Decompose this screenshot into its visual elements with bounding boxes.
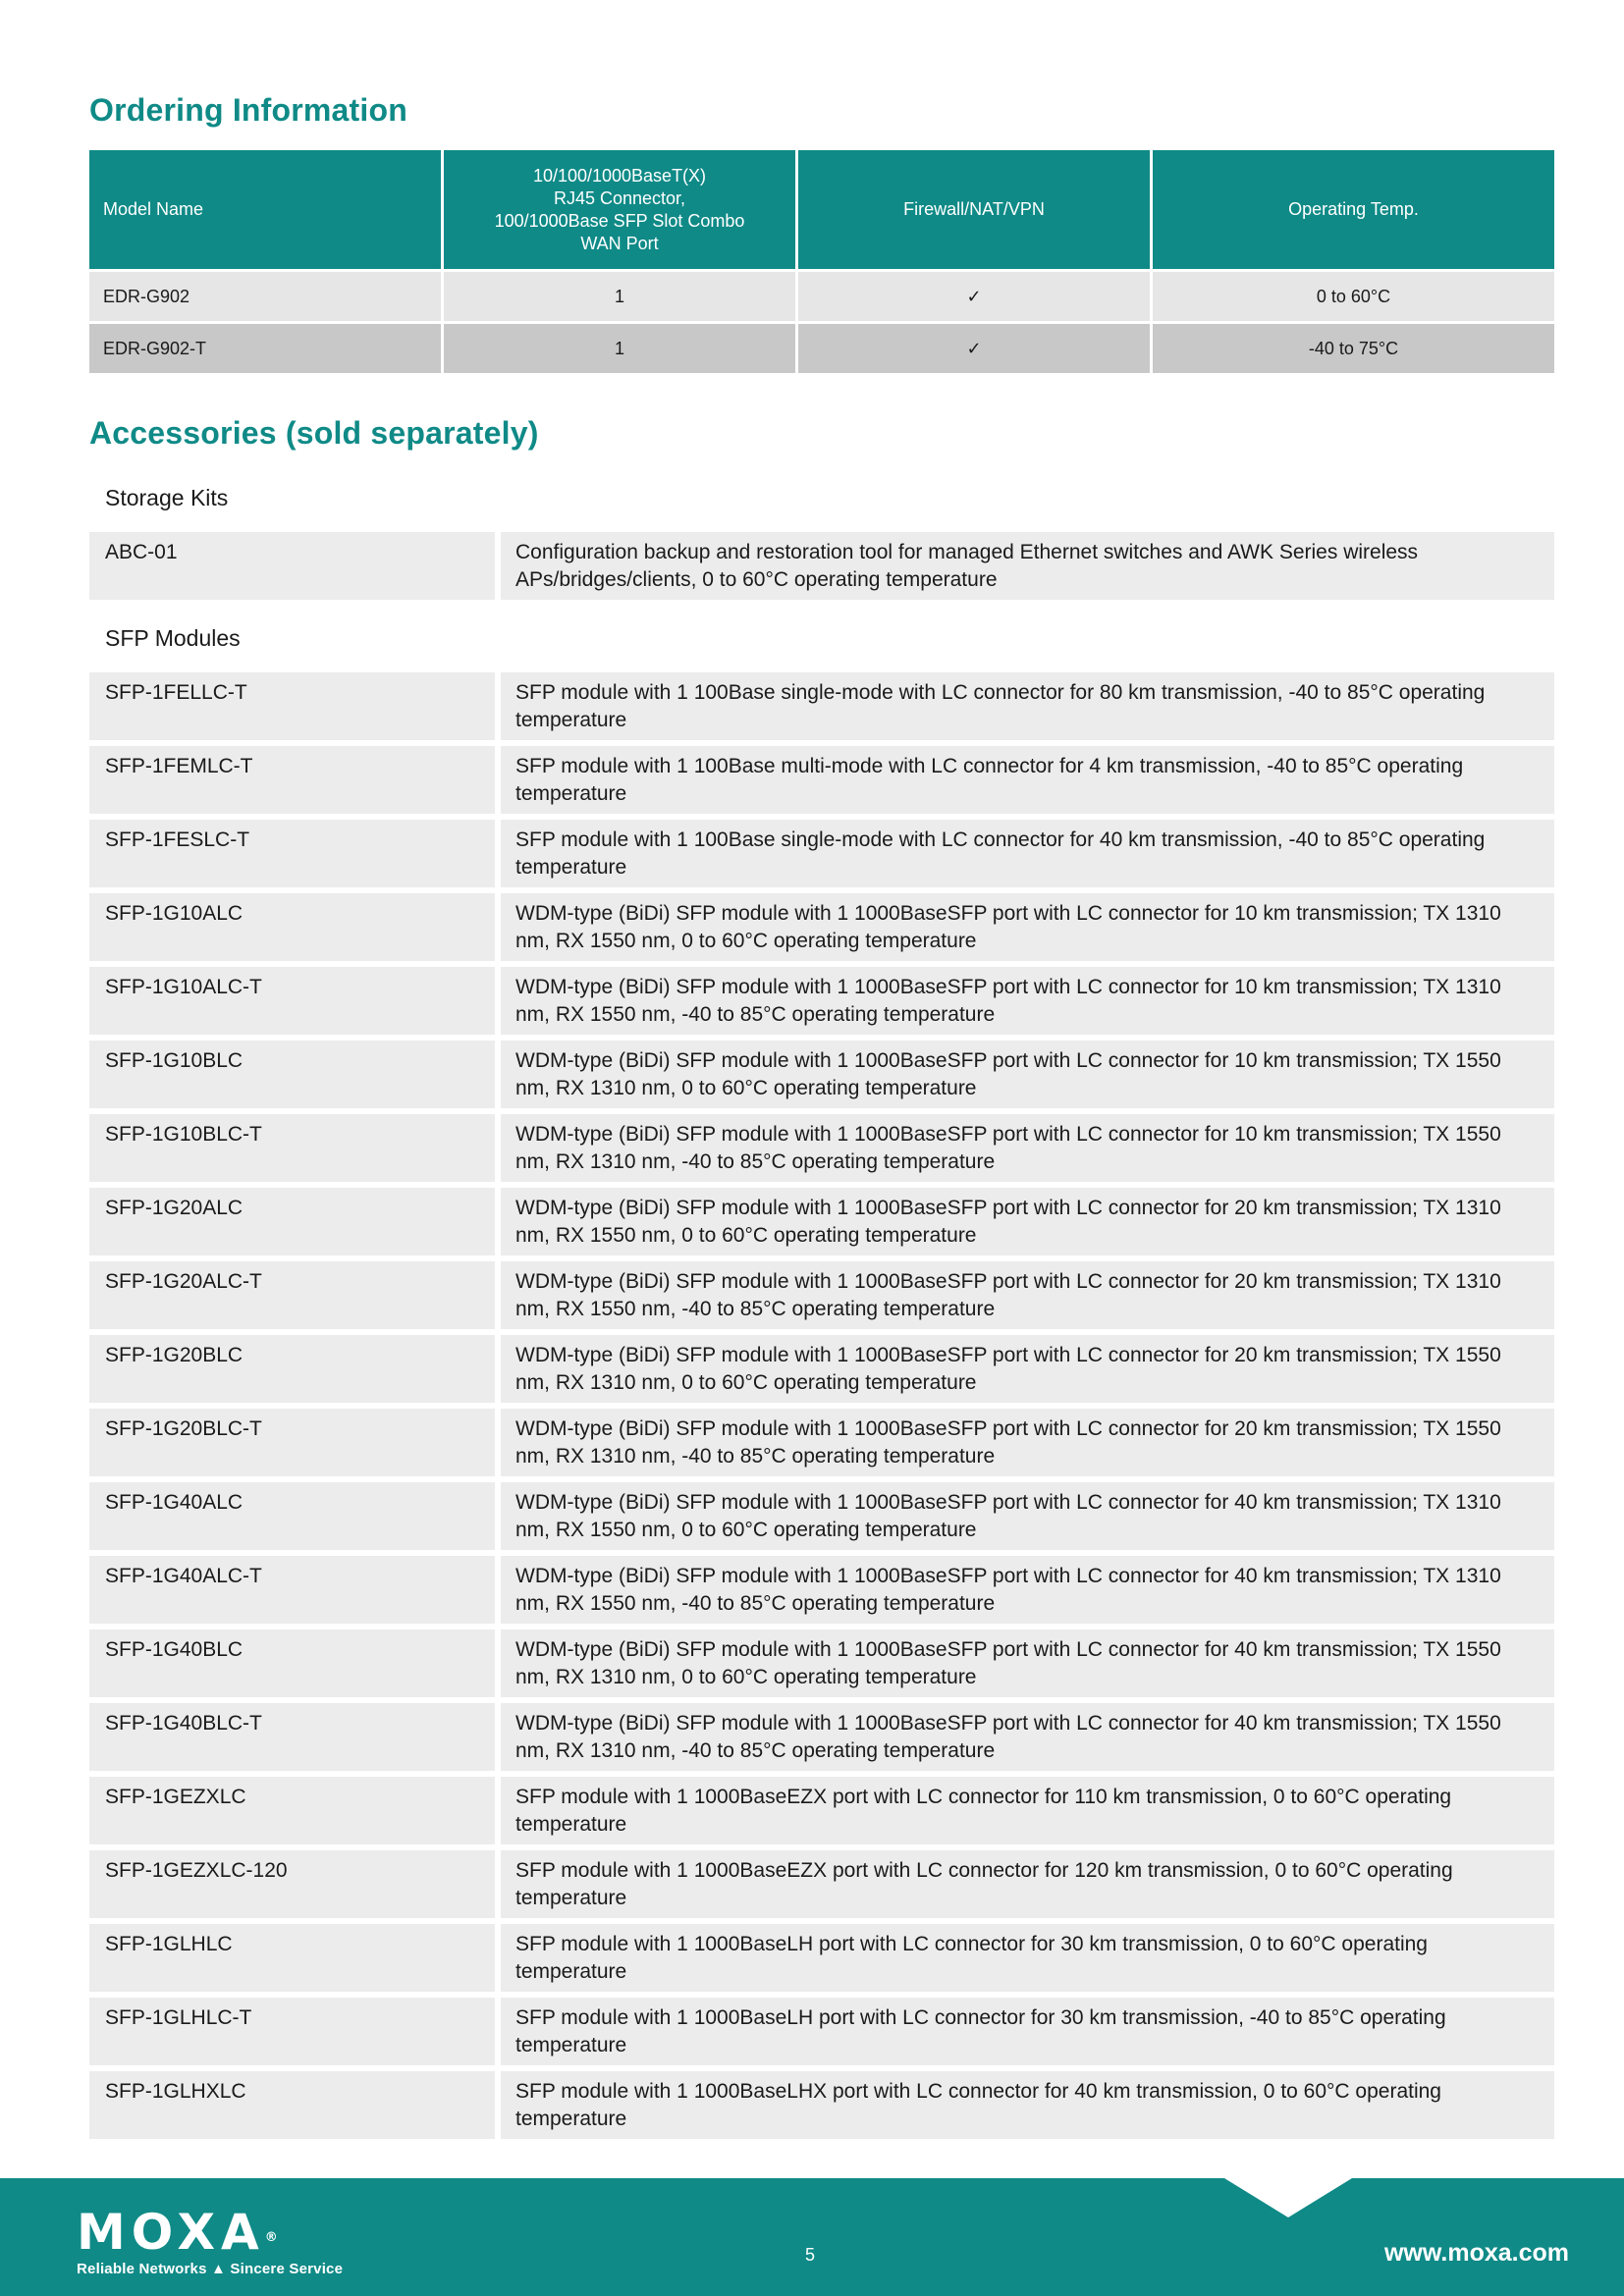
header-model-name xyxy=(89,150,444,269)
header-line: 100/1000Base SFP Slot Combo xyxy=(494,210,745,231)
accessory-description: SFP module with 1 100Base single-mode with LC connector for 40 km transmission, -40 to 85°C operating temperature xyxy=(501,820,1554,887)
cell-model-name: EDR-G902-T xyxy=(89,321,444,373)
list-item xyxy=(89,1556,1554,1624)
sfp-modules-label: SFP Modules xyxy=(105,625,241,651)
accessory-model: SFP-1GEZXLC-120 xyxy=(89,1850,495,1918)
accessory-model: SFP-1G10ALC xyxy=(89,893,495,961)
accessory-description: SFP module with 1 1000BaseLHX port with LC connector for 40 km transmission, 0 to 60°C operating temperature xyxy=(501,2071,1554,2139)
cell-operating-temp: 0 to 60°C xyxy=(1153,269,1554,321)
accessory-model: SFP-1G40ALC-T xyxy=(89,1556,495,1624)
cell-operating-temp: -40 to 75°C xyxy=(1153,321,1554,373)
sfp-modules-list xyxy=(89,672,1554,2145)
accessory-model: SFP-1FESLC-T xyxy=(89,820,495,887)
list-item xyxy=(89,1777,1554,1844)
accessory-model: SFP-1G40BLC xyxy=(89,1629,495,1697)
list-item xyxy=(89,2071,1554,2139)
accessory-description: WDM-type (BiDi) SFP module with 1 1000BaseSFP port with LC connector for 40 km transmission; TX 1310 nm, RX 1550 nm, 0 to 60°C operating temperature xyxy=(501,1482,1554,1550)
accessory-model: SFP-1GEZXLC xyxy=(89,1777,495,1844)
header-line: Model Name xyxy=(103,199,204,219)
accessory-model: SFP-1G40ALC xyxy=(89,1482,495,1550)
accessory-model: SFP-1G20ALC-T xyxy=(89,1261,495,1329)
accessory-model: SFP-1FEMLC-T xyxy=(89,746,495,814)
storage-kits-label: Storage Kits xyxy=(105,485,229,510)
footer-notch xyxy=(1224,2178,1352,2217)
accessory-model: SFP-1G20ALC xyxy=(89,1188,495,1255)
accessory-description: WDM-type (BiDi) SFP module with 1 1000BaseSFP port with LC connector for 20 km transmission; TX 1310 nm, RX 1550 nm, 0 to 60°C operating temperature xyxy=(501,1188,1554,1255)
header-line: WAN Port xyxy=(580,233,659,253)
logo-wordmark xyxy=(77,2204,343,2261)
storage-kits-list xyxy=(89,532,1554,606)
accessory-description: SFP module with 1 1000BaseLH port with LC connector for 30 km transmission, 0 to 60°C operating temperature xyxy=(501,1924,1554,1992)
website-link[interactable]: www.moxa.com xyxy=(1383,2239,1569,2267)
accessory-model: SFP-1G10BLC xyxy=(89,1041,495,1108)
accessory-model: SFP-1G20BLC xyxy=(89,1335,495,1403)
list-item xyxy=(89,532,1554,600)
accessory-description: WDM-type (BiDi) SFP module with 1 1000BaseSFP port with LC connector for 10 km transmission; TX 1550 nm, RX 1310 nm, -40 to 85°C operating temperature xyxy=(501,1114,1554,1182)
accessory-description: SFP module with 1 1000BaseEZX port with LC connector for 110 km transmission, 0 to 60°C operating temperature xyxy=(501,1777,1554,1844)
logo-text: MOXA xyxy=(77,2204,265,2261)
cell-firewall: ✓ xyxy=(798,321,1153,373)
list-item xyxy=(89,1188,1554,1255)
table-row xyxy=(89,321,1554,373)
cell-wan-port: 1 xyxy=(444,269,798,321)
accessory-model: ABC-01 xyxy=(89,532,495,600)
list-item xyxy=(89,1998,1554,2065)
moxa-logo xyxy=(77,2204,344,2277)
accessory-description: WDM-type (BiDi) SFP module with 1 1000BaseSFP port with LC connector for 10 km transmission; TX 1310 nm, RX 1550 nm, -40 to 85°C operating temperature xyxy=(501,967,1554,1035)
page-number: 5 xyxy=(805,2245,816,2265)
list-item xyxy=(89,1482,1554,1550)
cell-model-name: EDR-G902 xyxy=(89,269,444,321)
list-item xyxy=(89,1703,1554,1771)
accessory-description: SFP module with 1 100Base multi-mode with LC connector for 4 km transmission, -40 to 85°C operating temperature xyxy=(501,746,1554,814)
logo-registered-mark: ® xyxy=(264,2230,284,2245)
list-item xyxy=(89,1924,1554,1992)
list-item xyxy=(89,1335,1554,1403)
logo-tagline: Reliable Networks ▲ Sincere Service xyxy=(77,2261,344,2277)
list-item xyxy=(89,746,1554,814)
header-operating-temp xyxy=(1153,150,1554,269)
accessory-description: SFP module with 1 100Base single-mode with LC connector for 80 km transmission, -40 to 85°C operating temperature xyxy=(501,672,1554,740)
ordering-body xyxy=(89,269,1554,373)
accessories-title: Accessories (sold separately) xyxy=(89,415,539,451)
list-item xyxy=(89,1261,1554,1329)
header-line: Operating Temp. xyxy=(1288,199,1419,219)
accessory-model: SFP-1G20BLC-T xyxy=(89,1409,495,1476)
cell-wan-port: 1 xyxy=(444,321,798,373)
ordering-table xyxy=(89,150,1554,373)
cell-firewall: ✓ xyxy=(798,269,1153,321)
header-firewall xyxy=(798,150,1153,269)
header-wan-port xyxy=(444,150,798,269)
accessory-model: SFP-1G10BLC-T xyxy=(89,1114,495,1182)
table-row xyxy=(89,269,1554,321)
accessory-model: SFP-1GLHLC-T xyxy=(89,1998,495,2065)
accessory-description: SFP module with 1 1000BaseLH port with LC connector for 30 km transmission, -40 to 85°C operating temperature xyxy=(501,1998,1554,2065)
list-item xyxy=(89,1041,1554,1108)
accessory-description: Configuration backup and restoration tool for managed Ethernet switches and AWK Series wireless APs/bridges/clients, 0 to 60°C operating temperature xyxy=(501,532,1554,600)
header-line: 10/100/1000BaseT(X) xyxy=(532,165,707,186)
list-item xyxy=(89,893,1554,961)
header-line: RJ45 Connector, xyxy=(553,187,686,208)
accessory-description: WDM-type (BiDi) SFP module with 1 1000BaseSFP port with LC connector for 10 km transmission; TX 1310 nm, RX 1550 nm, 0 to 60°C operating temperature xyxy=(501,893,1554,961)
accessory-model: SFP-1G10ALC-T xyxy=(89,967,495,1035)
accessory-description: WDM-type (BiDi) SFP module with 1 1000BaseSFP port with LC connector for 40 km transmission; TX 1310 nm, RX 1550 nm, -40 to 85°C operating temperature xyxy=(501,1556,1554,1624)
list-item xyxy=(89,1850,1554,1918)
ordering-header-row xyxy=(89,150,1554,269)
list-item xyxy=(89,1114,1554,1182)
accessory-description: WDM-type (BiDi) SFP module with 1 1000BaseSFP port with LC connector for 20 km transmission; TX 1550 nm, RX 1310 nm, -40 to 85°C operating temperature xyxy=(501,1409,1554,1476)
ordering-title: Ordering Information xyxy=(89,92,407,128)
list-item xyxy=(89,820,1554,887)
accessory-description: WDM-type (BiDi) SFP module with 1 1000BaseSFP port with LC connector for 20 km transmission; TX 1310 nm, RX 1550 nm, -40 to 85°C operating temperature xyxy=(501,1261,1554,1329)
accessory-model: SFP-1G40BLC-T xyxy=(89,1703,495,1771)
list-item xyxy=(89,672,1554,740)
accessory-model: SFP-1FELLC-T xyxy=(89,672,495,740)
header-line: Firewall/NAT/VPN xyxy=(903,199,1045,219)
accessory-description: WDM-type (BiDi) SFP module with 1 1000BaseSFP port with LC connector for 40 km transmission; TX 1550 nm, RX 1310 nm, -40 to 85°C operating temperature xyxy=(501,1703,1554,1771)
list-item xyxy=(89,1409,1554,1476)
accessory-description: SFP module with 1 1000BaseEZX port with LC connector for 120 km transmission, 0 to 60°C operating temperature xyxy=(501,1850,1554,1918)
list-item xyxy=(89,967,1554,1035)
accessory-model: SFP-1GLHLC xyxy=(89,1924,495,1992)
accessory-description: WDM-type (BiDi) SFP module with 1 1000BaseSFP port with LC connector for 20 km transmission; TX 1550 nm, RX 1310 nm, 0 to 60°C operating temperature xyxy=(501,1335,1554,1403)
accessory-description: WDM-type (BiDi) SFP module with 1 1000BaseSFP port with LC connector for 40 km transmission; TX 1550 nm, RX 1310 nm, 0 to 60°C operating temperature xyxy=(501,1629,1554,1697)
accessory-model: SFP-1GLHXLC xyxy=(89,2071,495,2139)
list-item xyxy=(89,1629,1554,1697)
accessory-description: WDM-type (BiDi) SFP module with 1 1000BaseSFP port with LC connector for 10 km transmission; TX 1550 nm, RX 1310 nm, 0 to 60°C operating temperature xyxy=(501,1041,1554,1108)
